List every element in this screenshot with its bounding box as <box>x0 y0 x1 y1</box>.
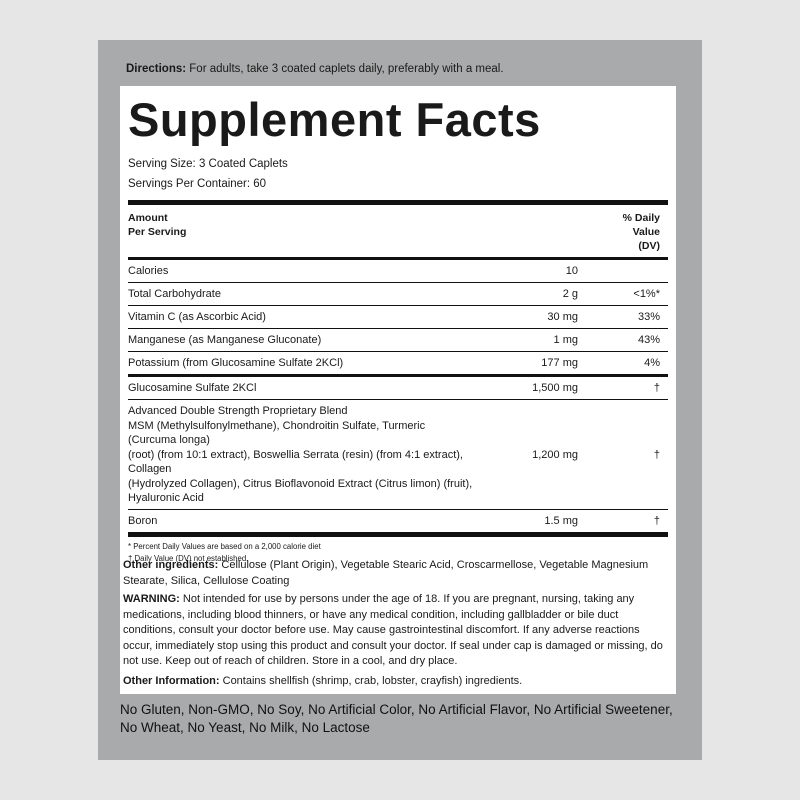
warning-text: Not intended for use by persons under the age of 18. If you are pregnant, nursing, taking any medications, including blood thinners, or have any medical condition, including gallbladder or bile duct conditions, consult your doctor before use. May cause gastrointestinal discomfort. If any adverse reactions occur, immediately stop using this product and consult your doctor. If seal under cap is damaged or missing, do not use. Keep out of reach of children. Store in a cool, and dry place. <box>123 593 663 667</box>
blend-dv: † <box>653 448 660 461</box>
table-row: Potassium (from Glucosamine Sulfate 2KCl) 177 mg 4% <box>128 357 660 369</box>
facts-card <box>120 86 676 694</box>
directions <box>126 62 686 76</box>
other-information-label: Other Information: <box>123 675 220 687</box>
blend-title: Advanced Double Strength Proprietary Blend <box>128 405 348 417</box>
table-row: Vitamin C (as Ascorbic Acid) 30 mg 33% <box>128 311 660 323</box>
header-amount: Amount Per Serving <box>128 212 187 238</box>
proprietary-blend-row: Advanced Double Strength Proprietary Blend MSM (Methylsulfonylmethane), Chondroitin Sulfate, Turmeric (Curcuma longa) (root) (from 10:1 extract), Boswellia Serrata (resin) (from 4:1 extract), Collagen (Hydrolyzed Collagen), Citrus Bioflavonoid Extract (Citrus limon) (fruit), Hyaluronic Acid 1,200 mg † <box>128 400 668 509</box>
table-row: Calories 10 <box>128 265 578 277</box>
supplement-facts-box <box>128 90 668 565</box>
table-row: Manganese (as Manganese Gluconate) 1 mg 43% <box>128 334 660 346</box>
other-information <box>123 674 671 690</box>
directions-label: Directions: <box>126 63 187 75</box>
table-row: Total Carbohydrate 2 g <1%* <box>128 288 660 300</box>
table-row: Boron 1.5 mg † <box>128 514 660 527</box>
servings-per-container: Servings Per Container: 60 <box>128 178 267 190</box>
serving-size: Serving Size: 3 Coated Caplets <box>128 158 288 170</box>
table-header <box>128 205 668 257</box>
header-daily-value: % Daily Value (DV) <box>622 212 660 252</box>
warning-label: WARNING: <box>123 593 180 605</box>
facts-title: Supplement Facts <box>128 93 541 146</box>
other-information-text: Contains shellfish (shrimp, crab, lobster, crayfish) ingredients. <box>219 675 523 687</box>
free-from-claims: No Gluten, Non-GMO, No Soy, No Artificial Color, No Artificial Flavor, No Artificial Sweetener, No Wheat, No Yeast, No Milk, No Lactose <box>120 702 673 735</box>
blend-amount: 1,200 mg <box>532 448 578 461</box>
footnote-dv-not-established: † Daily Value (DV) not established. <box>128 553 249 563</box>
warning <box>123 592 671 670</box>
label-panel <box>98 40 702 760</box>
other-ingredients <box>123 558 671 589</box>
other-ingredients-text: Cellulose (Plant Origin), Vegetable Stearic Acid, Croscarmellose, Vegetable Magnesium Stearate, Silica, Cellulose Coating <box>123 559 649 587</box>
other-ingredients-label: Other ingredients: <box>123 559 219 571</box>
footnote-percent-dv: * Percent Daily Values are based on a 2,000 calorie diet <box>128 541 321 551</box>
table-row: Glucosamine Sulfate 2KCl 1,500 mg † <box>128 382 660 394</box>
directions-text: For adults, take 3 coated caplets daily, preferably with a meal. <box>186 63 504 75</box>
